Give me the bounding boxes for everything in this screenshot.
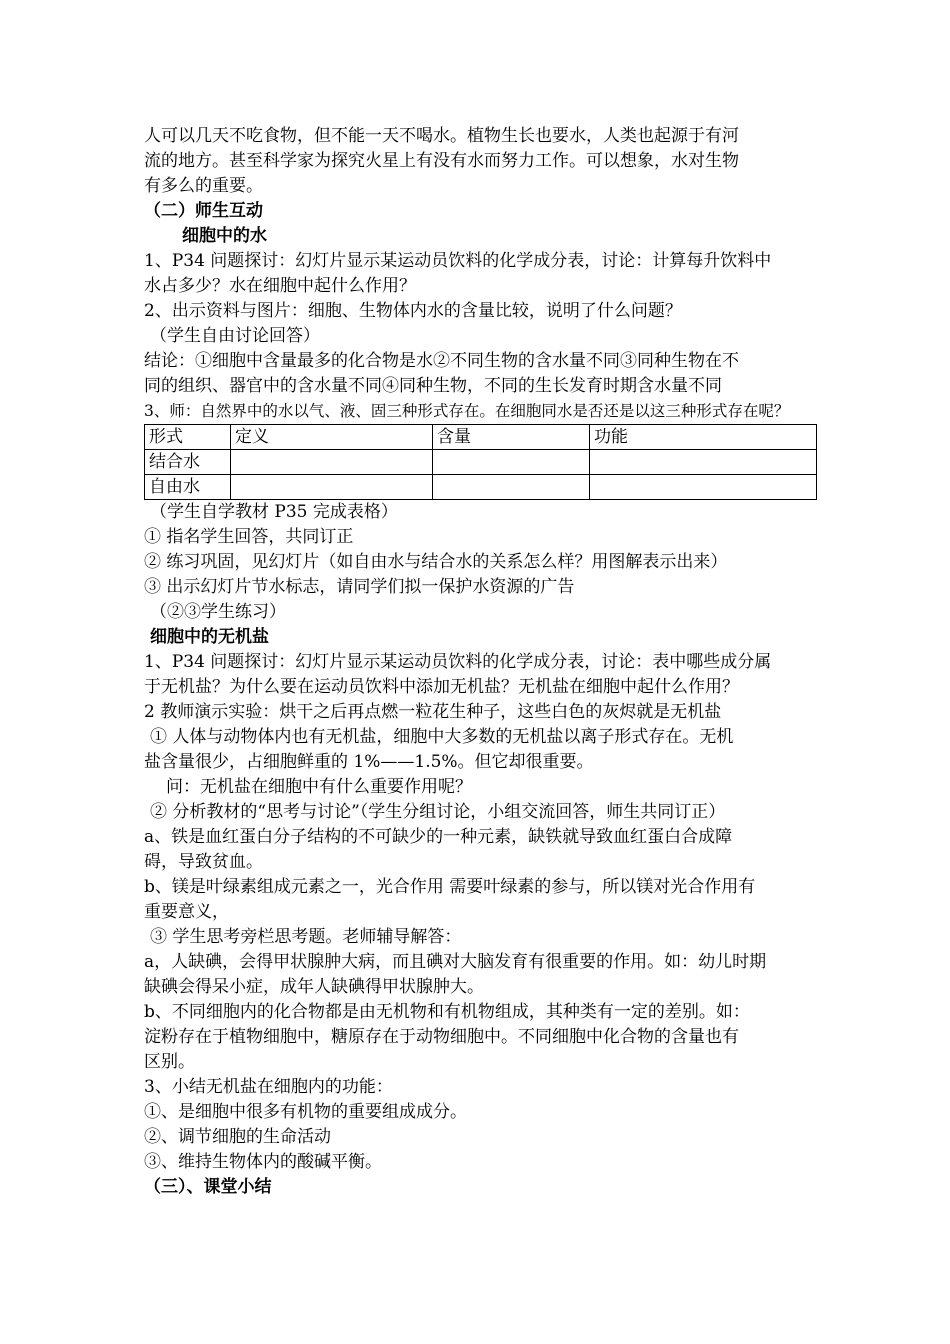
table-cell: 结合水	[145, 450, 231, 475]
text-line: （②③学生练习）	[150, 602, 286, 622]
table-cell	[433, 450, 590, 475]
text-line: 1、P34 问题探讨：幻灯片显示某运动员饮料的化学成分表，讨论：计算每升饮料中	[144, 251, 772, 271]
text-line: （学生自由讨论回答）	[150, 326, 320, 346]
text-line: 流的地方。甚至科学家为探究火星上有没有水而努力工作。可以想象，水对生物	[144, 151, 739, 171]
text-line: 有多么的重要。	[144, 176, 263, 196]
text-line: ③、维持生物体内的酸碱平衡。	[144, 1152, 382, 1172]
text-line: 重要意义，	[144, 902, 229, 922]
text-line: 缺碘会得呆小症，成年人缺碘得甲状腺肿大。	[144, 977, 484, 997]
table-row	[145, 450, 817, 475]
table-header-row	[145, 425, 817, 450]
text-line: 于无机盐？为什么要在运动员饮料中添加无机盐？无机盐在细胞中起什么作用？	[144, 677, 739, 697]
text-line: ②、调节细胞的生命活动	[144, 1127, 331, 1147]
text-line: ③ 出示幻灯片节水标志，请同学们拟一保护水资源的广告	[144, 577, 575, 597]
text-line: 3、小结无机盐在细胞内的功能：	[144, 1077, 393, 1097]
table-cell: 自由水	[145, 475, 231, 500]
table-cell	[433, 475, 590, 500]
text-line: b、镁是叶绿素组成元素之一，光合作用 需要叶绿素的参与，所以镁对光合作用有	[144, 877, 756, 897]
text-line: ② 练习巩固，见幻灯片（如自由水与结合水的关系怎么样？用图解表示出来）	[144, 552, 728, 572]
text-line: ③ 学生思考旁栏思考题。老师辅导解答：	[150, 927, 462, 947]
table-header-cell: 形式	[145, 425, 231, 450]
text-block-water	[144, 124, 816, 424]
text-line: ② 分析教材的“思考与讨论”（学生分组讨论，小组交流回答，师生共同订正）	[150, 802, 726, 822]
text-line: 问：无机盐在细胞中有什么重要作用呢？	[166, 777, 472, 797]
text-line: 2 教师演示实验：烘干之后再点燃一粒花生种子，这些白色的灰烬就是无机盐	[144, 702, 722, 722]
text-line: 细胞中的无机盐	[150, 627, 269, 647]
text-line: （学生自学教材 P35 完成表格）	[150, 502, 398, 522]
text-line: 淀粉存在于植物细胞中，糖原存在于动物细胞中。不同细胞中化合物的含量也有	[144, 1027, 739, 1047]
text-line: 区别。	[144, 1052, 195, 1072]
table-header-cell: 定义	[231, 425, 433, 450]
table-cell	[590, 475, 817, 500]
text-line: 水占多少？水在细胞中起什么作用？	[144, 276, 416, 296]
text-line: 2、出示资料与图片：细胞、生物体内水的含量比较，说明了什么问题？	[144, 301, 682, 321]
text-line: ① 指名学生回答，共同订正	[144, 527, 354, 547]
text-line: 同的组织、器官中的含水量不同④同种生物，不同的生长发育时期含水量不同	[144, 376, 722, 396]
text-line: b、不同细胞内的化合物都是由无机物和有机物组成，其种类有一定的差别。如：	[144, 1002, 750, 1022]
text-line: 细胞中的水	[182, 226, 267, 246]
text-line: a、铁是血红蛋白分子结构的不可缺少的一种元素，缺铁就导致血红蛋白合成障	[144, 827, 733, 847]
table-header-cell: 功能	[590, 425, 817, 450]
water-forms-table	[144, 424, 817, 500]
text-line: （二）师生互动	[144, 201, 263, 221]
table-cell	[231, 475, 433, 500]
text-line: 碍，导致贫血。	[144, 852, 263, 872]
text-line: 结论：①细胞中含量最多的化合物是水②不同生物的含水量不同③同种生物在不	[144, 351, 739, 371]
table-cell	[231, 450, 433, 475]
text-line: ① 人体与动物体内也有无机盐，细胞中大多数的无机盐以离子形式存在。无机	[150, 727, 734, 747]
document-page	[144, 124, 816, 1200]
text-line: 人可以几天不吃食物，但不能一天不喝水。植物生长也要水，人类也起源于有河	[144, 126, 739, 146]
table-cell	[590, 450, 817, 475]
text-line: 1、P34 问题探讨：幻灯片显示某运动员饮料的化学成分表，讨论：表中哪些成分属	[144, 652, 772, 672]
text-block-salts	[144, 500, 816, 1200]
table-header-cell: 含量	[433, 425, 590, 450]
text-line: a，人缺碘，会得甲状腺肿大病，而且碘对大脑发育有很重要的作用。如：幼儿时期	[144, 952, 767, 972]
table-row	[145, 475, 817, 500]
text-line: ①、是细胞中很多有机物的重要组成成分。	[144, 1102, 467, 1122]
text-line: 盐含量很少，占细胞鲜重的 1%——1.5%。但它却很重要。	[144, 752, 594, 772]
text-line: （三）、课堂小结	[144, 1177, 272, 1197]
text-line: 3、师：自然界中的水以气、液、固三种形式存在。在细胞同水是否还是以这三种形式存在呢？	[144, 402, 790, 420]
